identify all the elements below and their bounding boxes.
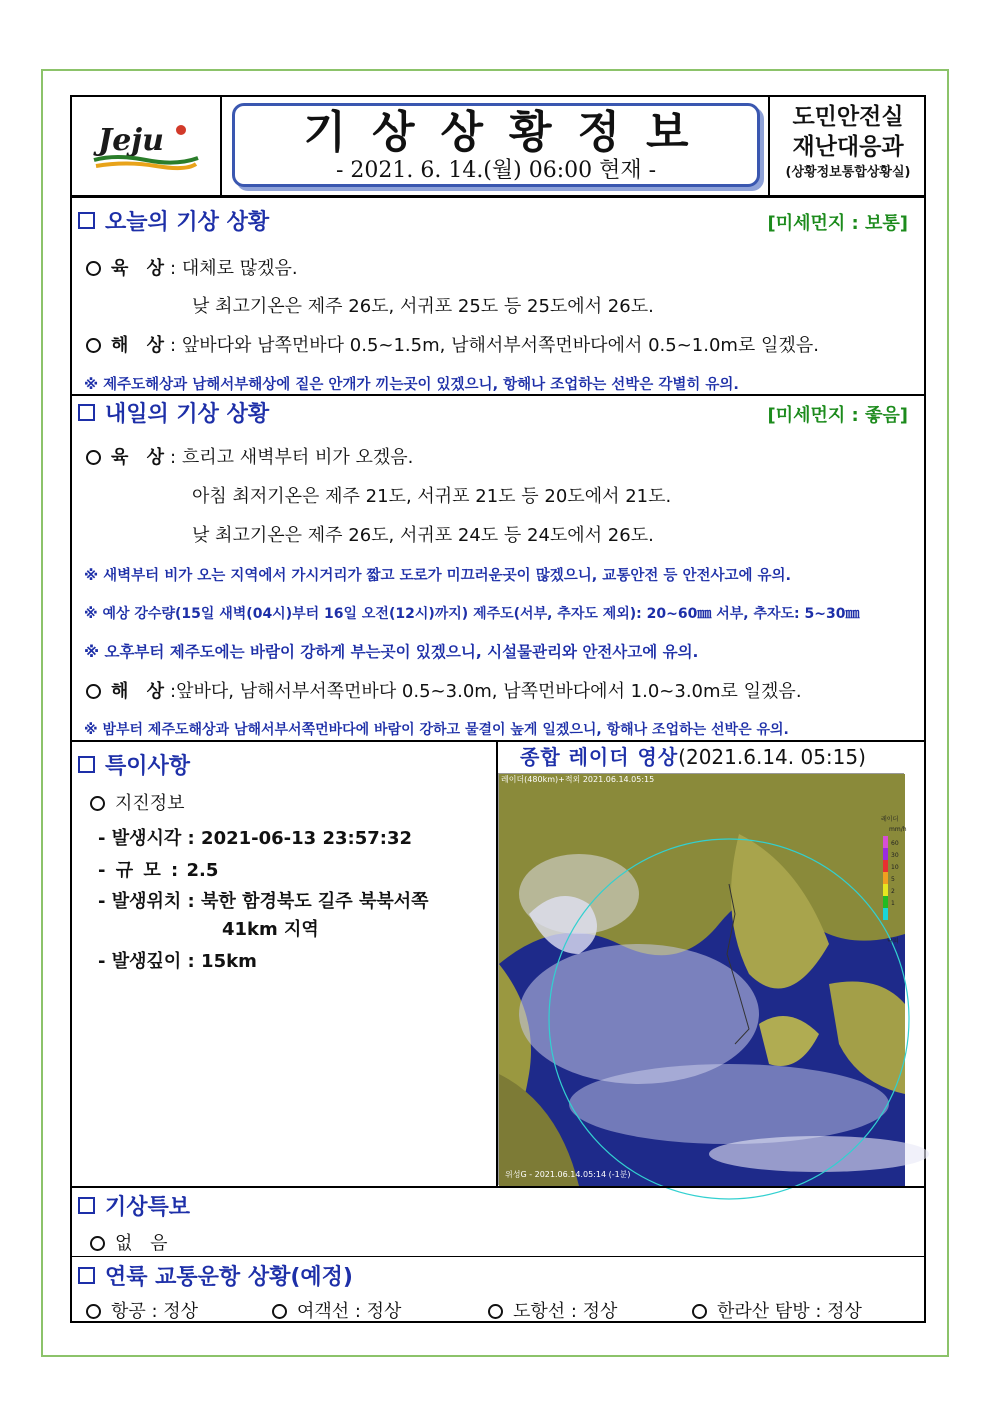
transport-section-title bbox=[78, 1260, 353, 1291]
special-section-title bbox=[78, 749, 190, 780]
quake-item-title: 지진정보 bbox=[90, 789, 185, 815]
logo-text: Jeju bbox=[98, 123, 164, 158]
radar-legend-unit: mm/h bbox=[889, 826, 907, 833]
radar-title: 종합 레이더 영상(2021.6.14. 05:15) bbox=[520, 745, 866, 769]
radar-map bbox=[499, 774, 905, 1186]
radar-legend-value: 30 bbox=[891, 852, 899, 859]
tomorrow-land-line2: 아침 최저기온은 제주 21도, 서귀포 21도 등 20도에서 21도. bbox=[192, 486, 672, 507]
quake-location-2: 41km 지역 bbox=[222, 919, 319, 940]
checkbox-icon bbox=[78, 1267, 95, 1284]
report-datetime: - 2021. 6. 14.(월) 06:00 현재 - bbox=[335, 158, 657, 183]
circle-bullet-icon bbox=[86, 684, 101, 699]
transport-hike: 한라산 탐방 : 정상 bbox=[692, 1297, 862, 1323]
checkbox-icon bbox=[78, 212, 95, 229]
radar-legend-swatch bbox=[883, 872, 888, 884]
tomorrow-note1: ※ 새벽부터 비가 오는 지역에서 가시거리가 짧고 도로가 미끄러운곳이 많겠으니, 교통안전 등 안전사고에 유의. bbox=[84, 568, 792, 584]
transport-island: 도항선 : 정상 bbox=[488, 1297, 617, 1323]
radar-legend-swatch bbox=[883, 896, 888, 908]
radar-legend-swatch bbox=[883, 908, 888, 920]
circle-bullet-icon bbox=[86, 338, 101, 353]
radar-legend-value: 10 bbox=[891, 864, 899, 871]
quake-scale: - 규 모 : 2.5 bbox=[98, 860, 219, 881]
jeju-logo-icon bbox=[86, 116, 206, 176]
radar-legend-lightning: 낙뢰 bbox=[887, 938, 899, 945]
warning-value: 없 음 bbox=[90, 1229, 174, 1255]
tomorrow-note2: ※ 예상 강수량(15일 새벽(04시)부터 16일 오전(12시)까지) 제주도(서부, 추자도 제외): 20~60㎜ 서부, 추자도: 5~30㎜ bbox=[84, 606, 860, 622]
warning-section-title bbox=[78, 1190, 190, 1221]
tomorrow-dust: [미세먼지 : 좋음] bbox=[767, 405, 908, 426]
today-section-title bbox=[78, 205, 269, 236]
tomorrow-land-line1: 육 상: 흐리고 새벽부터 비가 오겠음. bbox=[86, 443, 413, 469]
quake-depth: - 발생깊이 : 15km bbox=[98, 951, 257, 972]
radar-legend-value: 5 bbox=[891, 876, 895, 883]
today-note: ※ 제주도해상과 남해서부해상에 짙은 안개가 끼는곳이 있겠으니, 항해나 조업하는 선박은 각별히 유의. bbox=[84, 377, 739, 393]
today-sea-line: 해 상: 앞바다와 남쪽먼바다 0.5~1.5m, 남해서부서쪽먼바다에서 0.5~1.0m로 일겠음. bbox=[86, 331, 819, 357]
checkbox-icon bbox=[78, 756, 95, 773]
tomorrow-sea-line: 해 상:앞바다, 남해서부서쪽먼바다 0.5~3.0m, 남쪽먼바다에서 1.0~3.0m로 일겠음. bbox=[86, 677, 802, 703]
radar-legend-swatch bbox=[883, 860, 888, 872]
page-title: 기상상황정보 bbox=[303, 107, 715, 158]
quake-location: - 발생위치 : 북한 함경북도 길주 북북서쪽 bbox=[98, 891, 429, 912]
radar-legend-value: 2 bbox=[891, 888, 895, 895]
department bbox=[772, 97, 924, 184]
dept-line3: (상황정보통합상황실) bbox=[785, 165, 911, 180]
checkbox-icon bbox=[78, 404, 95, 421]
radar-legend-value: 60 bbox=[891, 840, 899, 847]
circle-bullet-icon bbox=[90, 796, 105, 811]
transport-title-text: 연륙 교통운항 상황(예정) bbox=[105, 1265, 353, 1290]
today-title-text: 오늘의 기상 상황 bbox=[105, 210, 270, 235]
today-land-line1: 육 상: 대체로 많겠음. bbox=[86, 254, 298, 280]
circle-bullet-icon bbox=[86, 1304, 101, 1319]
radar-legend-swatch bbox=[883, 884, 888, 896]
circle-bullet-icon bbox=[86, 261, 101, 276]
dept-line2: 재난대응과 bbox=[792, 134, 904, 160]
checkbox-icon bbox=[78, 1197, 95, 1214]
tomorrow-note3: ※ 오후부터 제주도에는 바람이 강하게 부는곳이 있겠으니, 시설물관리와 안전사고에 유의. bbox=[84, 643, 699, 661]
radar-image-header: 레이더(480km)+적외 2021.06.14.05:15 bbox=[501, 775, 655, 784]
warning-title-text: 기상특보 bbox=[105, 1195, 191, 1220]
radar-image bbox=[498, 773, 907, 1185]
circle-bullet-icon bbox=[272, 1304, 287, 1319]
circle-bullet-icon bbox=[692, 1304, 707, 1319]
today-land-line2: 낮 최고기온은 제주 26도, 서귀포 25도 등 25도에서 26도. bbox=[192, 296, 654, 317]
weather-report-document bbox=[70, 95, 926, 1323]
jeju-logo bbox=[72, 97, 220, 195]
radar-legend-swatch bbox=[883, 836, 888, 848]
transport-air: 항공 : 정상 bbox=[86, 1297, 198, 1323]
tomorrow-land-line3: 낮 최고기온은 제주 26도, 서귀포 24도 등 24도에서 26도. bbox=[192, 525, 654, 546]
transport-ferry: 여객선 : 정상 bbox=[272, 1297, 401, 1323]
radar-legend-title: 레이더 bbox=[881, 816, 899, 823]
quake-time: - 발생시각 : 2021-06-13 23:57:32 bbox=[98, 828, 412, 849]
radar-legend-value: 1 bbox=[891, 900, 895, 907]
circle-bullet-icon bbox=[488, 1304, 503, 1319]
radar-image-footer: 위성G - 2021.06.14.05:14 (-1분) bbox=[505, 1170, 631, 1179]
tomorrow-title-text: 내일의 기상 상황 bbox=[105, 402, 270, 427]
tomorrow-note4: ※ 밤부터 제주도해상과 남해서부서쪽먼바다에 바람이 강하고 물결이 높게 일겠으니, 항해나 조업하는 선박은 유의. bbox=[84, 722, 789, 738]
today-dust: [미세먼지 : 보통] bbox=[767, 213, 908, 234]
dept-line1: 도민안전실 bbox=[792, 104, 904, 130]
circle-bullet-icon bbox=[90, 1236, 105, 1251]
title-banner bbox=[232, 103, 760, 187]
circle-bullet-icon bbox=[86, 450, 101, 465]
special-title-text: 특이사항 bbox=[105, 754, 191, 779]
tomorrow-section-title bbox=[78, 397, 269, 428]
radar-legend-swatch bbox=[883, 848, 888, 860]
